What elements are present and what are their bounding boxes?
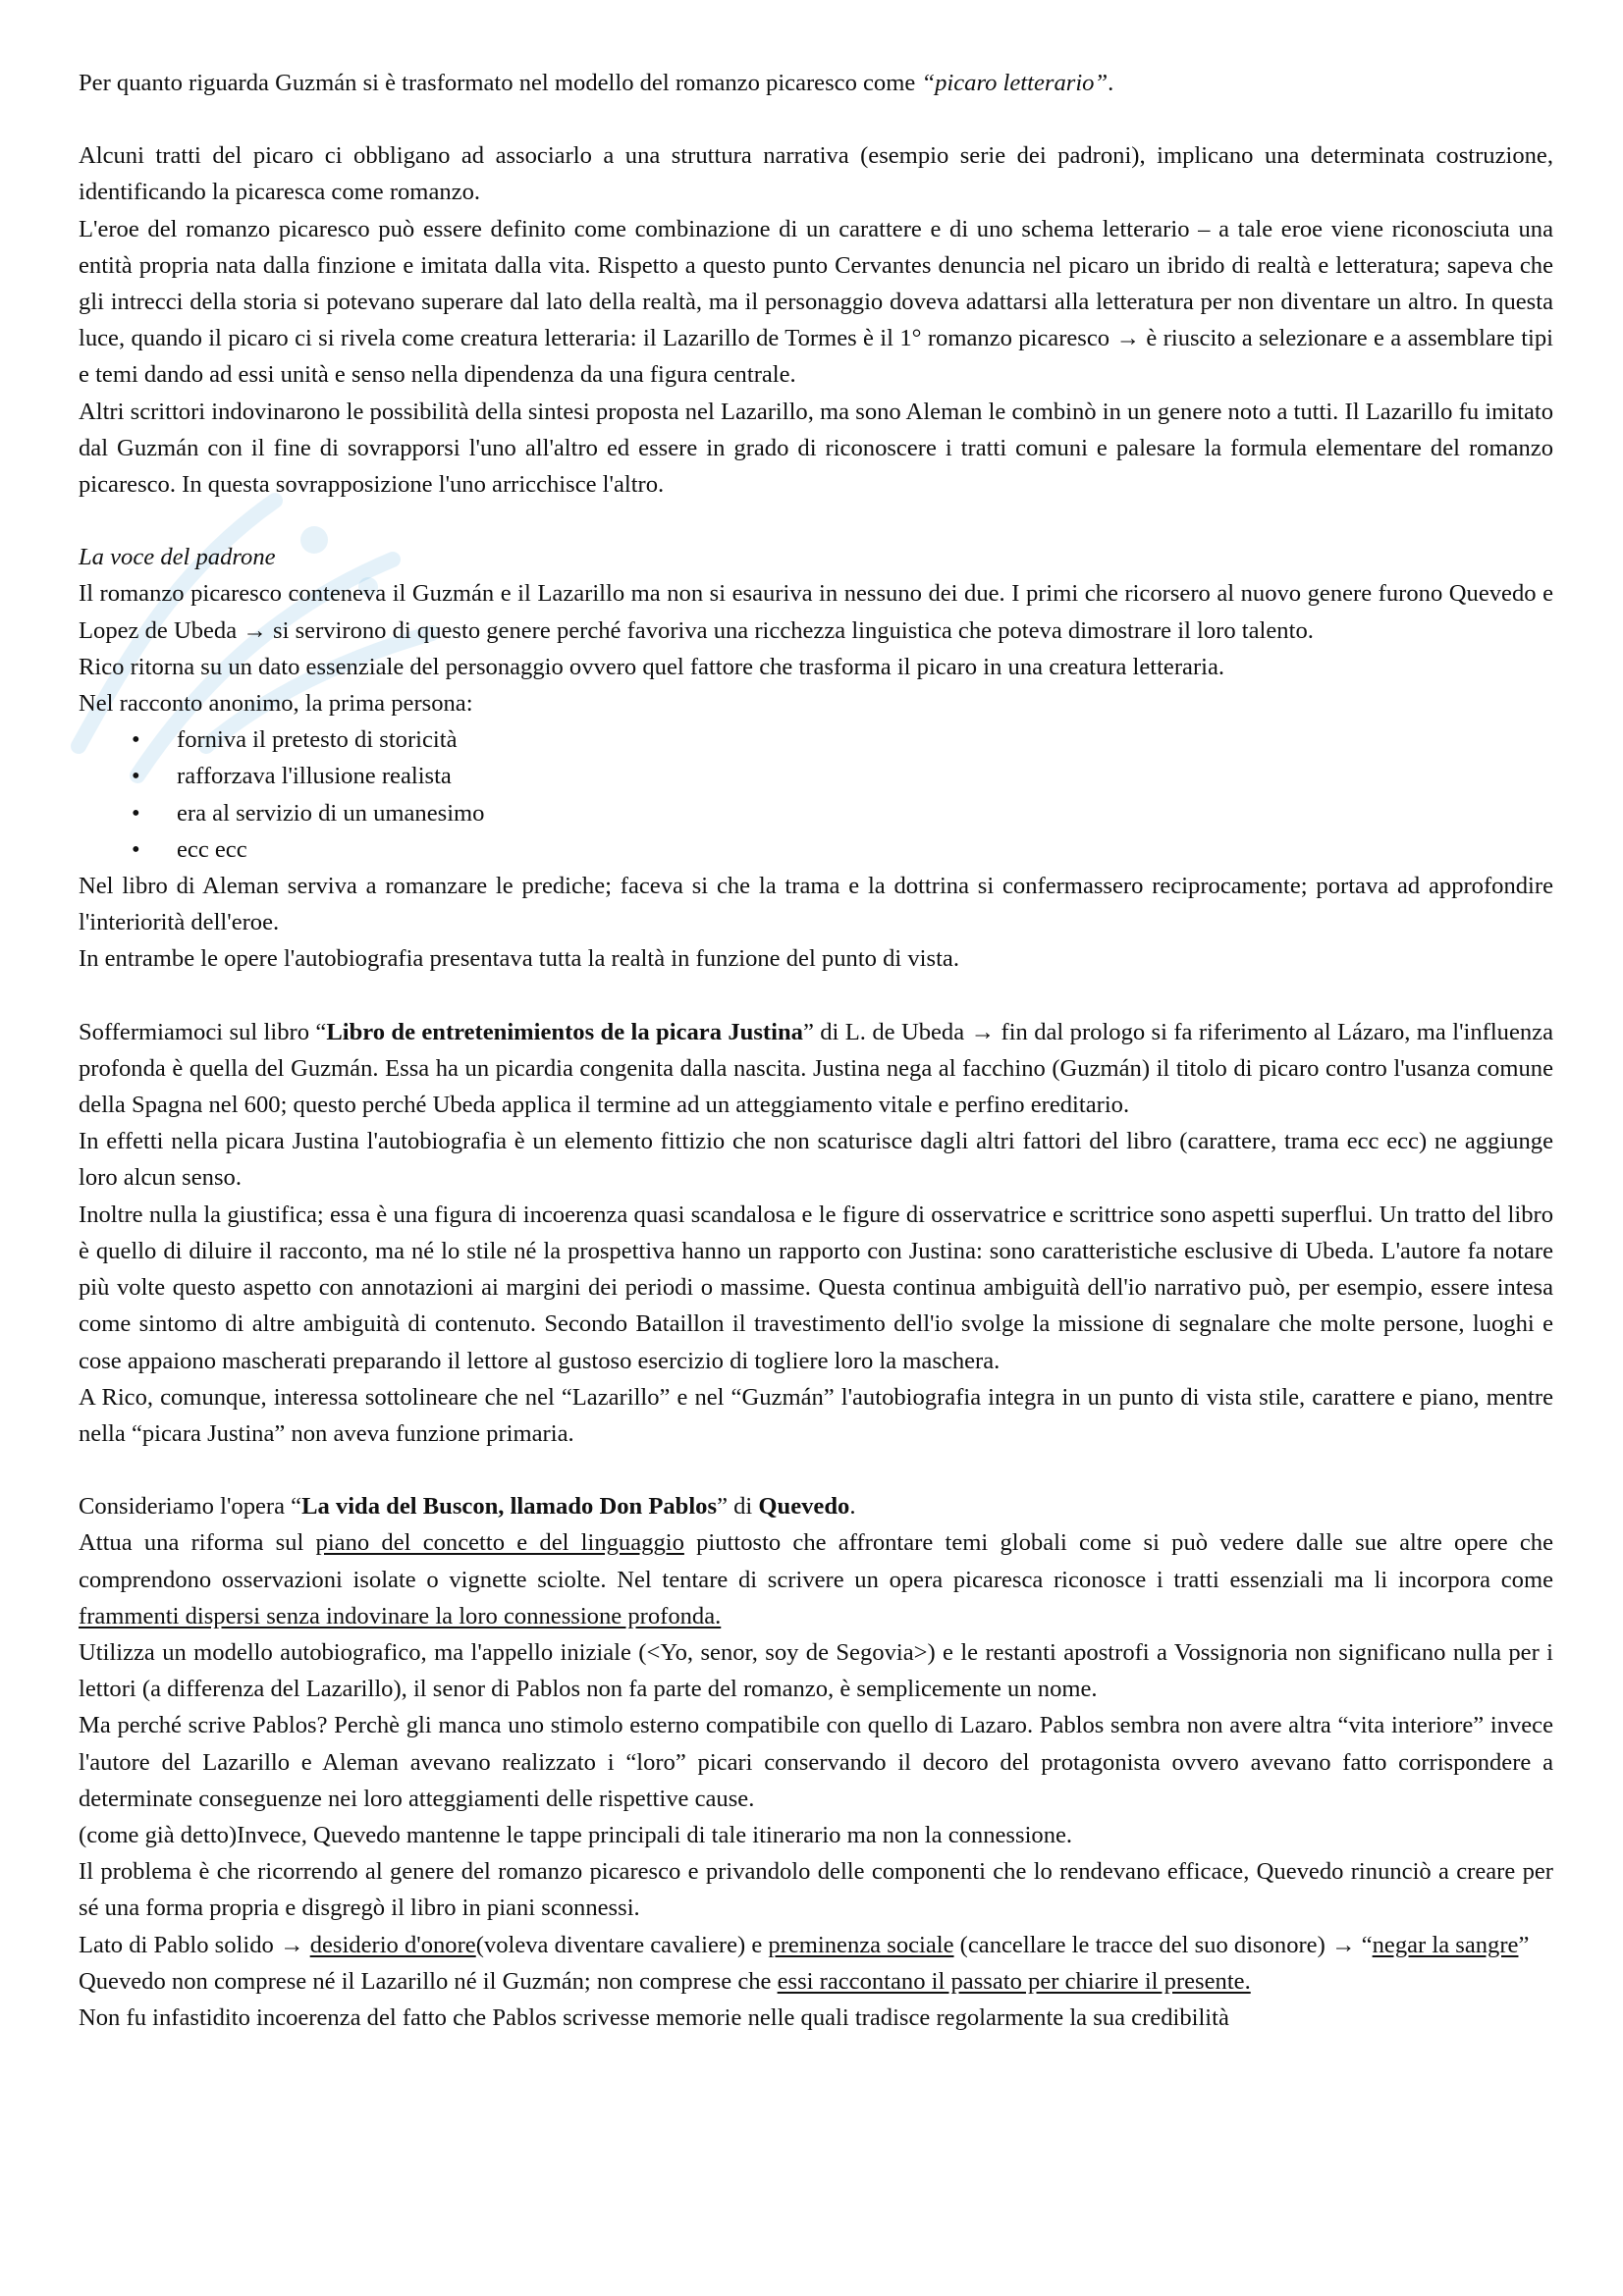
- paragraph: (come già detto)Invece, Quevedo mantenne le tappe principali di tale itinerario ma non la connessione.: [79, 1821, 1073, 1848]
- paragraph: Quevedo non comprese né il Lazarillo né il Guzmán; non comprese che essi raccontano il passato per chiarire il presente.: [79, 1967, 1251, 1995]
- paragraph: In effetti nella picara Justina l'autobiografia è un elemento fittizio che non scaturisce dagli altri fattori del libro (carattere, trama ecc ecc) ne aggiunge loro alcun senso.: [79, 1128, 1553, 1192]
- paragraph: Per quanto riguarda Guzmán si è trasformato nel modello del romanzo picaresco come “picaro letterario”.: [79, 70, 1114, 96]
- paragraph: Altri scrittori indovinarono le possibilità della sintesi proposta nel Lazarillo, ma sono Aleman le combinò in un genere noto a tutti. Il Lazarillo fu imitato dal Guzmán con il fine di sovrapporsi l'uno all'altro ed essere in grado di riconoscere i tratti comuni e palesare la formula elementare del romanzo picaresco. In questa sovrapposizione l'uno arricchisce l'altro.: [79, 398, 1553, 499]
- paragraph: Nel libro di Aleman serviva a romanzare le prediche; faceva si che la trama e la dottrina si confermassero reciprocamente; portava ad approfondire l'interiorità dell'eroe.: [79, 873, 1553, 936]
- list-item: • era al servizio di un umanesimo: [177, 795, 1553, 831]
- paragraph: Il problema è che ricorrendo al genere del romanzo picaresco e privandolo delle componenti che lo rendevano efficace, Quevedo rinunciò a creare per sé una forma propria e disgregò il libro in piani sconnessi.: [79, 1858, 1553, 1922]
- paragraph: Consideriamo l'opera “La vida del Buscon, llamado Don Pablos” di Quevedo.: [79, 1493, 856, 1521]
- paragraph: Soffermiamoci sul libro “Libro de entretenimientos de la picara Justina” di L. de Ubeda → fin dal prologo si fa riferimento al Lázaro, ma l'influenza profonda è quella del Guzmán. Essa ha un picardia congenita dalla nascita. Justina nega al facchino (Guzmán) il titolo di picaro contro l'usanza comune della Spagna nel 600; questo perché Ubeda applica il termine ad un atteggiamento vitale e perfino ereditario.: [79, 1018, 1554, 1119]
- paragraph: Rico ritorna su un dato essenziale del personaggio ovvero quel fattore che trasforma il picaro in una creatura letteraria.: [79, 653, 1225, 680]
- paragraph: A Rico, comunque, interessa sottolineare che nel “Lazarillo” e nel “Guzmán” l'autobiografia integra in un punto di vista stile, carattere e piano, mentre nella “picara Justina” non aveva funzione primaria.: [79, 1383, 1553, 1447]
- paragraph: Ma perché scrive Pablos? Perchè gli manca uno stimolo esterno compatibile con quello di Lazaro. Pablos sembra non avere altra “vita interiore” invece l'autore del Lazarillo e Aleman avevano realizzato i “loro” picari conservando il decoro del protagonista ovvero avevano fatto corrispondere a determinate conseguenze nei loro atteggiamenti delle rispettive cause.: [79, 1712, 1553, 1812]
- bullet-list: [79, 721, 1553, 868]
- paragraph: Inoltre nulla la giustifica; essa è una figura di incoerenza quasi scandalosa e le figure di osservatrice e scrittrice sono aspetti superflui. Un tratto del libro è quello di diluire il racconto, ma né lo stile né la prospettiva hanno un rapporto con Justina: sono caratteristiche esclusive di Ubeda. L'autore fa notare più volte questo aspetto con annotazioni ai margini dei periodi o massime. Questa continua ambiguità dell'io narrativo può, per esempio, essere intesa come sintomo di altre ambiguità di contenuto. Secondo Bataillon il travestimento dell'io svolge la missione di segnalare che molte persone, luoghi e cose appaiono mascherati preparando il lettore al gustoso esercizio di togliere loro la maschera.: [79, 1201, 1553, 1374]
- list-item: • ecc ecc: [177, 831, 1553, 868]
- paragraph: Nel racconto anonimo, la prima persona:: [79, 690, 473, 718]
- paragraph: Non fu infastidito incoerenza del fatto che Pablos scrivesse memorie nelle quali tradisce regolarmente la sua credibilità: [79, 2003, 1229, 2031]
- paragraph: Utilizza un modello autobiografico, ma l'appello iniziale (<Yo, senor, soy de Segovia>) e le restanti apostrofi a Vossignoria non significano nulla per i lettori (a differenza del Lazarillo), il senor di Pablos non fa parte del romanzo, è semplicemente un nome.: [79, 1638, 1553, 1703]
- paragraph: Lato di Pablo solido → desiderio d'onore(voleva diventare cavaliere) e preminenza sociale (cancellare le tracce del suo disonore) → “negar la sangre”: [79, 1931, 1530, 1958]
- section-heading: La voce del padrone: [79, 544, 276, 571]
- paragraph: Attua una riforma sul piano del concetto e del linguaggio piuttosto che affrontare temi globali come si può vedere dalle sue altre opere che comprendono osservazioni isolate o vignette sciolte. Nel tentare di scrivere un opera picaresca riconosce i tratti essenziali ma li incorpora come frammenti dispersi senza indovinare la loro connessione profonda.: [79, 1529, 1553, 1629]
- list-item: • rafforzava l'illusione realista: [177, 758, 1553, 794]
- document-body: [79, 65, 1553, 2036]
- paragraph: L'eroe del romanzo picaresco può essere definito come combinazione di un carattere e di uno schema letterario – a tale eroe viene riconosciuta una entità propria nata dalla finzione e imitata dalla vita. Rispetto a questo punto Cervantes denuncia nel picaro un ibrido di realtà e letteratura; sapeva che gli intrecci della storia si potevano superare dal lato della realtà, ma il personaggio doveva adattarsi alla letteratura per non diventare un altro. In questa luce, quando il picaro ci si rivela come creatura letteraria: il Lazarillo de Tormes è il 1° romanzo picaresco → è riuscito a selezionare e a assemblare tipi e temi dando ad essi unità e senso nella dipendenza da una figura centrale.: [79, 215, 1553, 389]
- list-item: • forniva il pretesto di storicità: [177, 721, 1553, 758]
- paragraph: Alcuni tratti del picaro ci obbligano ad associarlo a una struttura narrativa (esempio serie dei padroni), implicano una determinata costruzione, identificando la picaresca come romanzo.: [79, 142, 1553, 206]
- paragraph: Il romanzo picaresco conteneva il Guzmán e il Lazarillo ma non si esauriva in nessuno dei due. I primi che ricorsero al nuovo genere furono Quevedo e Lopez de Ubeda → si servirono di questo genere perché favoriva una ricchezza linguistica che poteva dimostrare il loro talento.: [79, 580, 1553, 644]
- paragraph: In entrambe le opere l'autobiografia presentava tutta la realtà in funzione del punto di vista.: [79, 945, 959, 973]
